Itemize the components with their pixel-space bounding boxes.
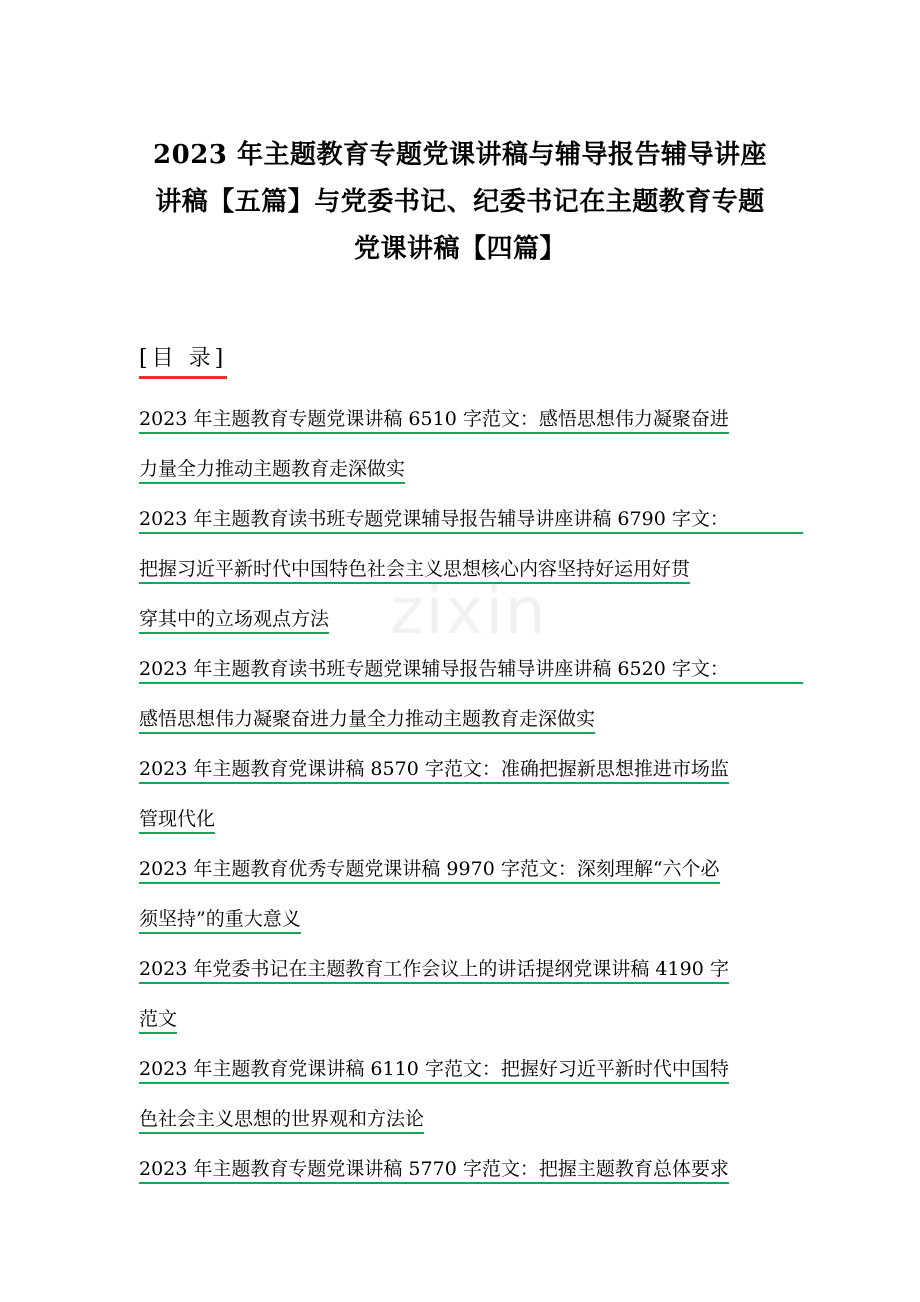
toc-entry-line: 力量全力推动主题教育走深做实 — [139, 456, 405, 484]
toc-entry-line: 把握习近平新时代中国特色社会主义思想核心内容坚持好运用好贯 — [139, 556, 690, 584]
toc-entry-7[interactable] — [139, 1045, 809, 1145]
toc-entry-line: 感悟思想伟力凝聚奋进力量全力推动主题教育走深做实 — [139, 706, 595, 734]
toc-entry-line: 管现代化 — [139, 806, 215, 834]
toc-entry-line: 2023 年主题教育专题党课讲稿 6510 字范文：感悟思想伟力凝聚奋进 — [139, 406, 729, 434]
toc-entry-8[interactable] — [139, 1145, 809, 1195]
toc-heading: [目 录] — [139, 344, 227, 379]
title-line-1: 2023 年主题教育专题党课讲稿与辅导报告辅导讲座 — [153, 140, 767, 170]
toc-entry-line: 穿其中的立场观点方法 — [139, 606, 329, 634]
table-of-contents — [139, 395, 809, 1195]
toc-entry-line: 范文 — [139, 1006, 177, 1034]
toc-entry-line: 2023 年主题教育优秀专题党课讲稿 9970 字范文：深刻理解“六个必 — [139, 856, 720, 884]
toc-entry-line: 2023 年主题教育党课讲稿 8570 字范文：准确把握新思想推进市场监 — [139, 756, 729, 784]
toc-entry-2[interactable] — [139, 495, 809, 645]
title-line-3: 党课讲稿【四篇】 — [353, 234, 566, 264]
document-title — [120, 132, 800, 273]
toc-entry-line: 2023 年党委书记在主题教育工作会议上的讲话提纲党课讲稿 4190 字 — [139, 956, 729, 984]
toc-entry-line: 2023 年主题教育读书班专题党课辅导报告辅导讲座讲稿 6790 字文： — [139, 506, 803, 534]
toc-entry-3[interactable] — [139, 645, 809, 745]
toc-entry-line: 须坚持”的重大意义 — [139, 906, 301, 934]
toc-entry-4[interactable] — [139, 745, 809, 845]
toc-entry-line: 2023 年主题教育专题党课讲稿 5770 字范文：把握主题教育总体要求 — [139, 1156, 729, 1184]
toc-entry-line: 色社会主义思想的世界观和方法论 — [139, 1106, 424, 1134]
title-line-2: 讲稿【五篇】与党委书记、纪委书记在主题教育专题 — [155, 187, 765, 217]
toc-entry-5[interactable] — [139, 845, 809, 945]
toc-entry-line: 2023 年主题教育党课讲稿 6110 字范文：把握好习近平新时代中国特 — [139, 1056, 729, 1084]
watermark: zixin — [390, 575, 548, 649]
toc-entry-6[interactable] — [139, 945, 809, 1045]
toc-entry-line: 2023 年主题教育读书班专题党课辅导报告辅导讲座讲稿 6520 字文： — [139, 656, 803, 684]
toc-entry-1[interactable] — [139, 395, 809, 495]
